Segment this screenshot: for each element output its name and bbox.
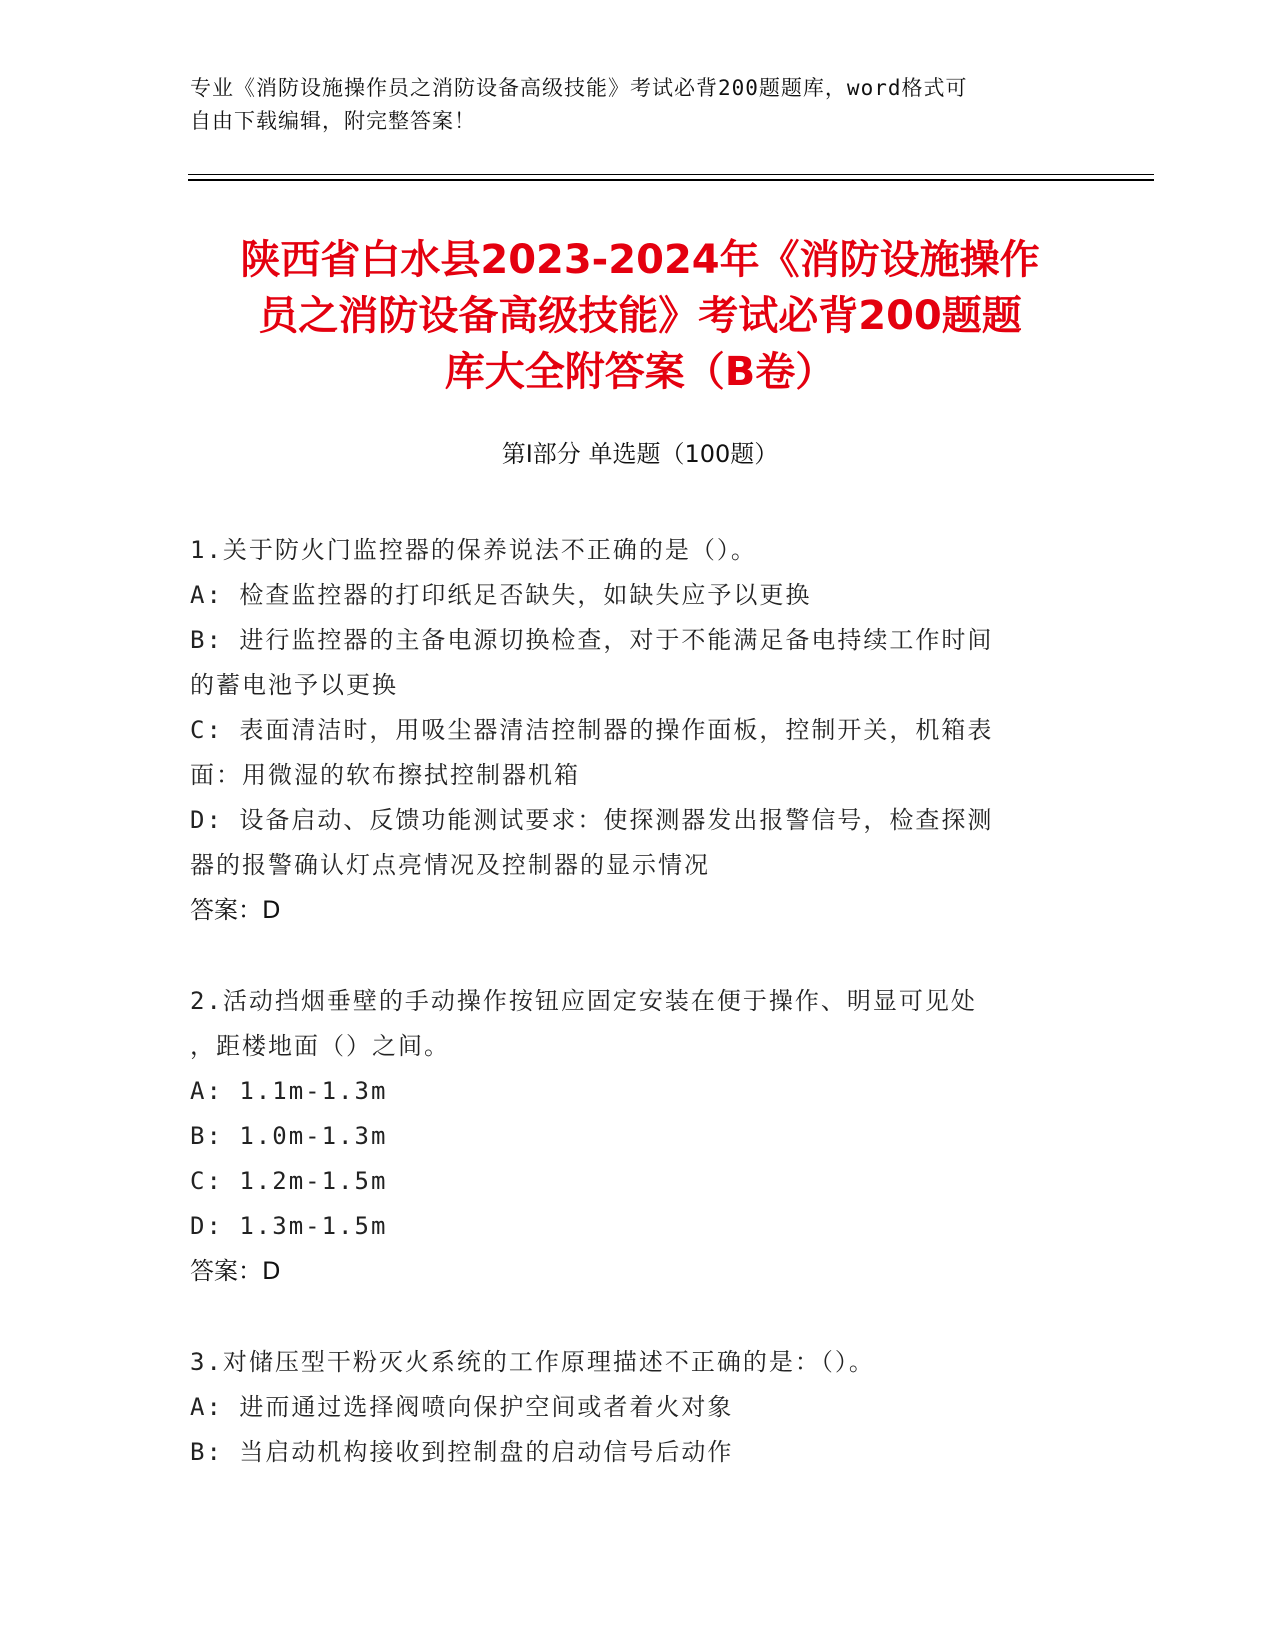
option-b-continued: 的蓄电池予以更换 — [190, 671, 398, 699]
option-d-continued: 器的报警确认灯点亮情况及控制器的显示情况 — [190, 851, 710, 879]
answer: 答案：D — [190, 1257, 281, 1285]
option-d: D: 1.3m-1.5m — [190, 1212, 388, 1240]
header-divider-thick — [188, 179, 1154, 181]
header-divider-thin — [188, 174, 1154, 175]
question-list — [190, 528, 1080, 1521]
option-c: C: 表面清洁时，用吸尘器清洁控制器的操作面板，控制开关，机箱表 — [190, 716, 994, 744]
question-stem-continued: ，距楼地面（）之间。 — [190, 1032, 450, 1060]
option-b: B: 1.0m-1.3m — [190, 1122, 388, 1150]
header-note-line-2: 自由下载编辑，附完整答案！ — [190, 109, 476, 133]
option-a: A: 1.1m-1.3m — [190, 1077, 388, 1105]
header-note — [190, 72, 1070, 138]
question-stem: 3.对储压型干粉灭火系统的工作原理描述不正确的是：（）。 — [190, 1348, 875, 1376]
question-2 — [190, 979, 1080, 1294]
document-title — [190, 232, 1090, 400]
option-d: D: 设备启动、反馈功能测试要求：使探测器发出报警信号，检查探测 — [190, 806, 994, 834]
option-a: A: 进而通过选择阀喷向保护空间或者着火对象 — [190, 1393, 734, 1421]
question-stem: 2.活动挡烟垂壁的手动操作按钮应固定安装在便于操作、明显可见处 — [190, 987, 977, 1015]
document-title-line-1: 陕西省白水县2023-2024年《消防设施操作 — [240, 237, 1040, 283]
option-b: B: 进行监控器的主备电源切换检查，对于不能满足备电持续工作时间 — [190, 626, 994, 654]
document-title-line-2: 员之消防设备高级技能》考试必背200题题 — [258, 293, 1022, 339]
header-note-line-1: 专业《消防设施操作员之消防设备高级技能》考试必背200题题库，word格式可 — [190, 76, 968, 100]
document-title-line-3: 库大全附答案（B卷） — [444, 349, 836, 395]
section-title: 第Ⅰ部分 单选题（100题） — [501, 440, 779, 468]
answer: 答案：D — [190, 896, 281, 924]
option-c-continued: 面：用微湿的软布擦拭控制器机箱 — [190, 761, 580, 789]
question-1 — [190, 528, 1080, 933]
option-a: A: 检查监控器的打印纸足否缺失，如缺失应予以更换 — [190, 581, 812, 609]
question-stem: 1.关于防火门监控器的保养说法不正确的是（）。 — [190, 536, 757, 564]
question-3 — [190, 1340, 1080, 1475]
option-c: C: 1.2m-1.5m — [190, 1167, 388, 1195]
option-b: B: 当启动机构接收到控制盘的启动信号后动作 — [190, 1438, 734, 1466]
